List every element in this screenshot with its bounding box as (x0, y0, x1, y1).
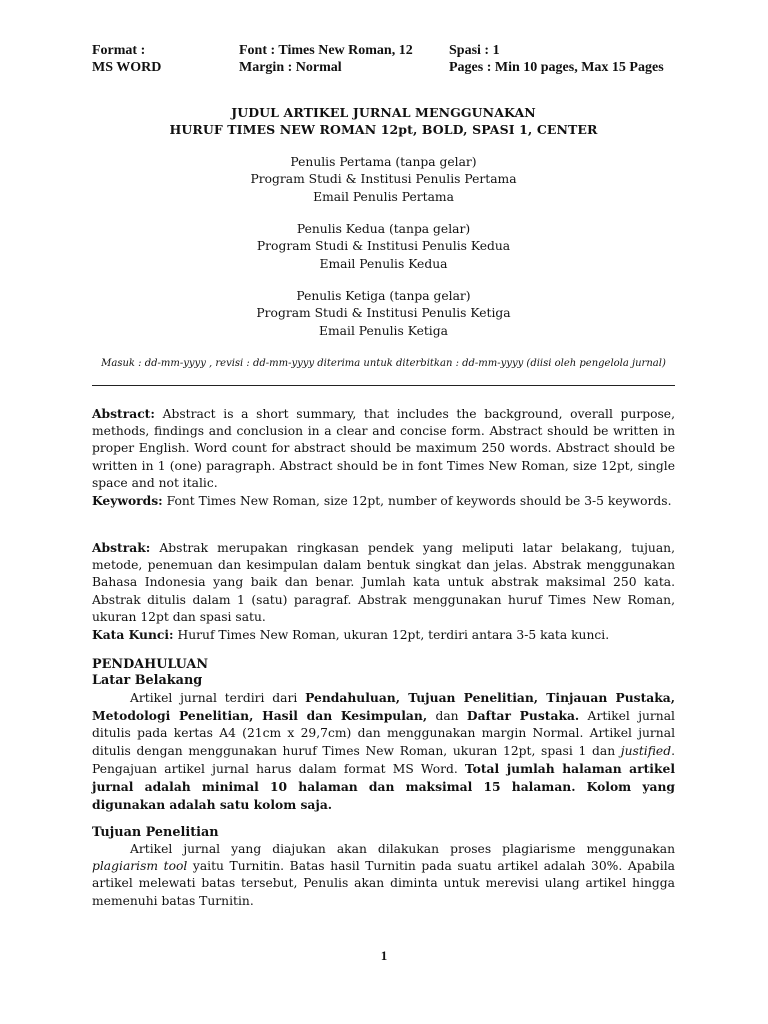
text-run: Artikel jurnal ditulis pada kertas A4 (21cm x 29,7cm) dan menggunakan margin Normal. Artikel jurnal ditulis dengan menggunakan huruf Times New Roman, ukuran 12pt, spasi 1 dan (92, 709, 675, 758)
bold-run: Pendahuluan, Tujuan Penelitian, Tinjauan Pustaka, Metodologi Penelitian, Hasil dan Kesimpulan, (92, 690, 675, 724)
italic-run: justified (620, 743, 672, 758)
author-institution: Program Studi & Institusi Penulis Pertama (250, 172, 517, 187)
author-name: Penulis Kedua (tanpa gelar) (296, 222, 471, 236)
text-run: Artikel jurnal terdiri dari (130, 691, 306, 705)
abstract-english (92, 405, 675, 510)
abstrak-paragraph (92, 539, 675, 626)
bold-run: Daftar Pustaka. (466, 708, 580, 724)
kata-kunci-label: Kata Kunci: (92, 627, 174, 643)
author-name: Penulis Pertama (tanpa gelar) (290, 155, 477, 169)
tujuan-body (92, 841, 675, 910)
author-2 (92, 221, 675, 273)
title-line-1: JUDUL ARTIKEL JURNAL MENGGUNAKAN (231, 105, 536, 120)
keywords-paragraph (92, 492, 675, 510)
kata-kunci-paragraph (92, 626, 675, 644)
header-format-label: Format : (92, 43, 146, 58)
header-pages: Pages : Min 10 pages, Max 15 Pages (449, 60, 664, 75)
abstract-label: Abstract: (92, 406, 155, 421)
author-email: Email Penulis Kedua (319, 256, 448, 271)
latar-belakang-paragraph (92, 689, 675, 814)
italic-run: plagiarism tool (92, 859, 188, 874)
keywords-text: Font Times New Roman, size 12pt, number of keywords should be 3-5 keywords. (162, 494, 672, 509)
title-line-2: HURUF TIMES NEW ROMAN 12pt, BOLD, SPASI 1, CENTER (169, 122, 598, 137)
bold-run: Total jumlah halaman artikel jurnal adalah minimal 10 halaman dan maksimal 15 halaman. Kolom yang digunakan adalah satu kolom saja. (92, 760, 675, 813)
keywords-label: Keywords: (92, 493, 163, 509)
text-run: Artikel jurnal yang diajukan akan dilakukan proses plagiarisme menggunakan (130, 842, 675, 856)
abstrak-label: Abstrak: (92, 540, 151, 555)
header-margin: Margin : Normal (239, 60, 342, 75)
kata-kunci-text: Huruf Times New Roman, ukuran 12pt, terdiri antara 3-5 kata kunci. (173, 628, 610, 643)
latar-belakang-body (92, 689, 675, 814)
author-institution: Program Studi & Institusi Penulis Kedua (256, 239, 511, 254)
abstract-indonesian (92, 539, 675, 644)
author-email: Email Penulis Pertama (313, 189, 454, 204)
author-3 (92, 288, 675, 340)
divider (92, 385, 675, 386)
abstract-paragraph (92, 405, 675, 492)
page-number: 1 (380, 948, 388, 963)
subsection-heading-latar-belakang: Latar Belakang (92, 673, 203, 688)
subsection-heading-tujuan: Tujuan Penelitian (92, 825, 219, 840)
tujuan-paragraph (92, 841, 675, 910)
author-1 (92, 154, 675, 206)
article-title (92, 104, 675, 138)
text-run: dan (427, 709, 467, 724)
header-font: Font : Times New Roman, 12 (239, 43, 413, 58)
section-heading-pendahuluan: PENDAHULUAN (92, 657, 209, 672)
submission-dates: Masuk : dd-mm-yyyy , revisi : dd-mm-yyyy diterima untuk diterbitkan : dd-mm-yyyy (diisi oleh pengelola jurnal) (101, 358, 666, 369)
author-name: Penulis Ketiga (tanpa gelar) (296, 289, 471, 303)
text-run: . Pengajuan artikel jurnal harus dalam format MS Word. (92, 743, 675, 776)
header-spasi: Spasi : 1 (449, 43, 500, 58)
author-institution: Program Studi & Institusi Penulis Ketiga (256, 306, 511, 321)
header-format-value: MS WORD (92, 60, 162, 75)
author-email: Email Penulis Ketiga (319, 323, 448, 338)
abstract-text: Abstract is a short summary, that includes the background, overall purpose, methods, findings and conclusion in a clear and concise form. Abstract should be written in proper English. Word count for abstract should be maximum 250 words. Abstract should be written in 1 (one) paragraph. Abstract should be in font Times New Roman, size 12pt, single space and not italic. (92, 407, 675, 490)
abstrak-text: Abstrak merupakan ringkasan pendek yang meliputi latar belakang, tujuan, metode, penemuan dan kesimpulan dalam bentuk singkat dan jelas. Abstrak menggunakan Bahasa Indonesia yang baik dan benar. Jumlah kata untuk abstrak maksimal 250 kata. Abstrak ditulis dalam 1 (satu) paragraf. Abstrak menggunakan huruf Times New Roman, ukuran 12pt dan spasi satu. (92, 541, 675, 624)
text-run: yaitu Turnitin. Batas hasil Turnitin pada suatu artikel adalah 30%. Apabila artikel melewati batas tersebut, Penulis akan diminta untuk merevisi ulang artikel hingga memenuhi batas Turnitin. (92, 859, 675, 908)
